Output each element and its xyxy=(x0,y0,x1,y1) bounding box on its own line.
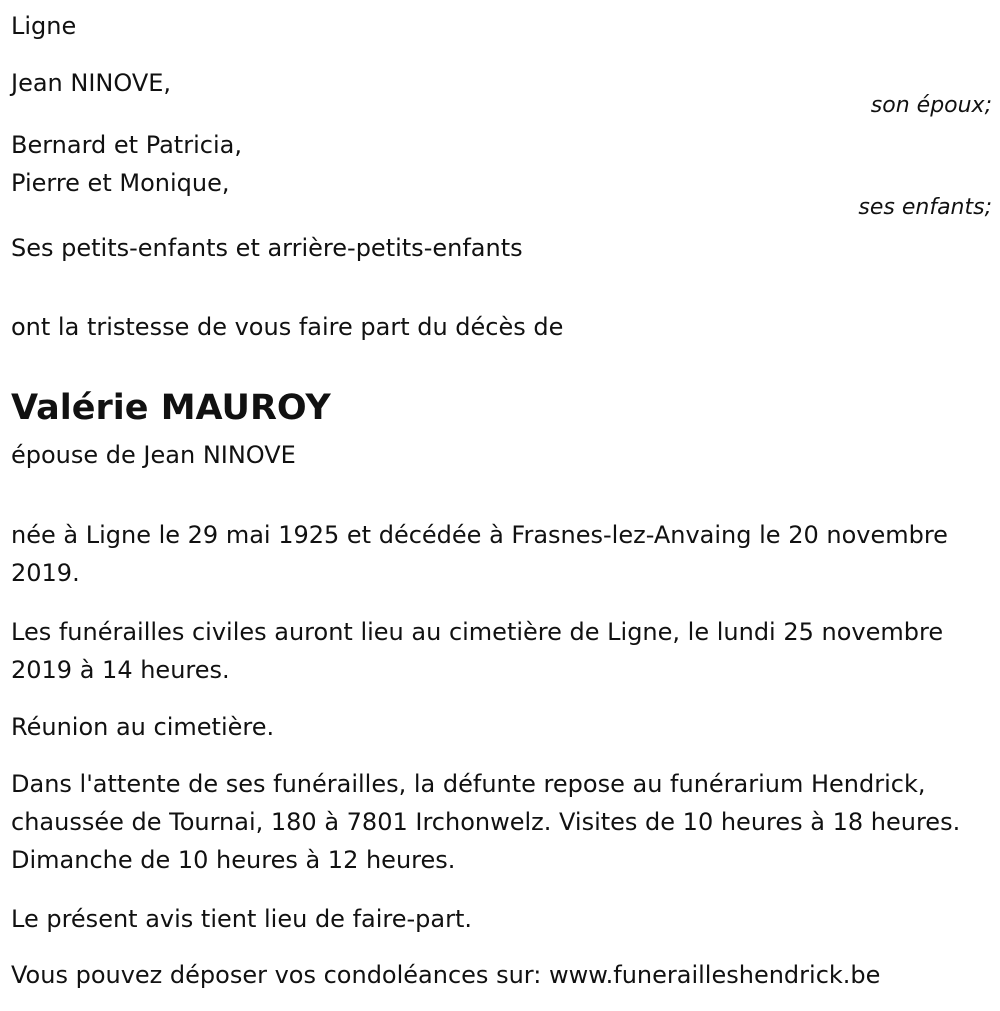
meeting-paragraph: Réunion au cimetière. xyxy=(11,713,275,741)
children-role: ses enfants; xyxy=(858,195,992,220)
birth-death-paragraph: née à Ligne le 29 mai 1925 et décédée à Frasnes-lez-Anvaing le 20 novembre 2019. xyxy=(11,521,948,587)
resting-paragraph: Dans l'attente de ses funérailles, la défunte repose au funérarium Hendrick, chaussée de Tournai, 180 à 7801 Irchonwelz. Visites de 10 heures à 18 heures. Dimanche de 10 heures à 12 heures. xyxy=(11,770,961,874)
grandchildren-line: Ses petits-enfants et arrière-petits-enfants xyxy=(11,234,523,262)
notice-paragraph: Le présent avis tient lieu de faire-part. xyxy=(11,905,473,933)
announcement-intro: ont la tristesse de vous faire part du décès de xyxy=(11,313,564,341)
condolences-paragraph: Vous pouvez déposer vos condoléances sur: www.funerailleshendrick.be xyxy=(11,961,881,989)
location-label: Ligne xyxy=(11,12,77,40)
funeral-paragraph: Les funérailles civiles auront lieu au cimetière de Ligne, le lundi 25 novembre 2019 à 14 heures. xyxy=(11,618,944,684)
deceased-relation: épouse de Jean NINOVE xyxy=(11,441,296,469)
deceased-name: Valérie MAUROY xyxy=(11,388,331,428)
child-couple-2: Pierre et Monique, xyxy=(11,169,230,197)
obituary-notice xyxy=(11,0,992,1011)
child-couple-1: Bernard et Patricia, xyxy=(11,131,242,159)
spouse-role: son époux; xyxy=(870,93,992,118)
spouse-name: Jean NINOVE, xyxy=(11,69,172,97)
